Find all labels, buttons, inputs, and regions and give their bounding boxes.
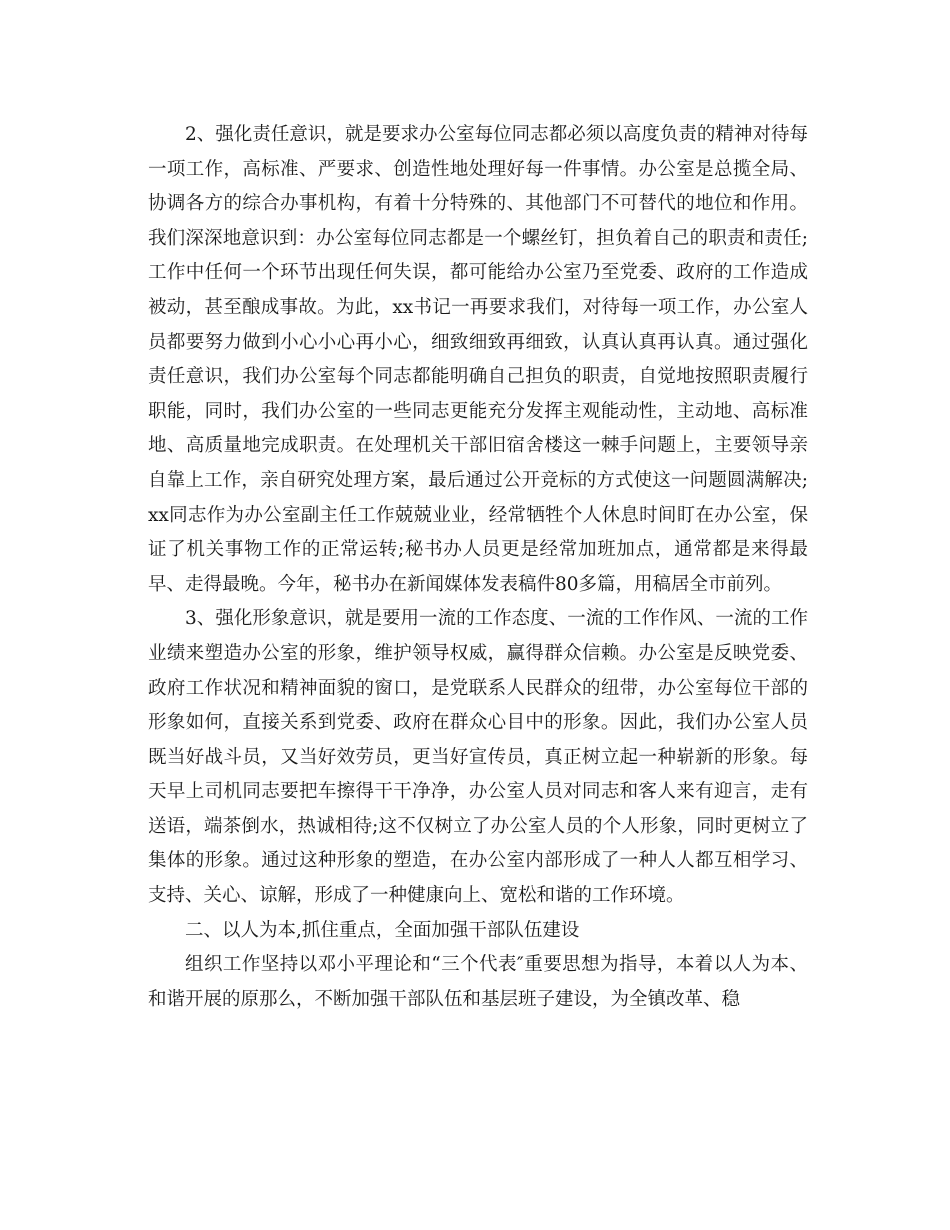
paragraph-image: 3、强化形象意识，就是要用一流的工作态度、一流的工作作风、一流的工作业绩来塑造办公室的形象，维护领导权威，赢得群众信赖。办公室是反映党委、政府工作状况和精神面貌的窗口，是党联系人民群众的纽带，办公室每位干部的形象如何，直接关系到党委、政府在群众心目中的形象。因此，我们办公室人员既当好战斗员，又当好效劳员，更当好宣传员，真正树立起一种崭新的形象。每天早上司机同志要把车擦得干干净净，办公室人员对同志和客人来有迎言，走有送语，端茶倒水，热诚相待;这不仅树立了办公室人员的个人形象，同时更树立了集体的形象。通过这种形象的塑造，在办公室内部形成了一种人人都互相学习、支持、关心、谅解，形成了一种健康向上、宽松和谐的工作环境。 — [148, 608, 808, 907]
document-body — [148, 118, 808, 1017]
paragraph-responsibility: 2、强化责任意识，就是要求办公室每位同志都必须以高度负责的精神对待每一项工作，高标准、严要求、创造性地处理好每一件事情。办公室是总揽全局、协调各方的综合办事机构，有着十分特殊的、其他部门不可替代的地位和作用。我们深深地意识到：办公室每位同志都是一个螺丝钉，担负着自己的职责和责任;工作中任何一个环节出现任何失误，都可能给办公室乃至党委、政府的工作造成被动，甚至酿成事故。为此，xx书记一再要求我们，对待每一项工作，办公室人员都要努力做到小心小心再小心，细致细致再细致，认真认真再认真。通过强化责任意识，我们办公室每个同志都能明确自己担负的职责，自觉地按照职责履行职能，同时，我们办公室的一些同志更能充分发挥主观能动性，主动地、高标准地、高质量地完成职责。在处理机关干部旧宿舍楼这一棘手问题上，主要领导亲自靠上工作，亲自研究处理方案，最后通过公开竞标的方式使这一问题圆满解决;xx同志作为办公室副主任工作兢兢业业，经常牺牲个人休息时间盯在办公室，保证了机关事物工作的正常运转;秘书办人员更是经常加班加点，通常都是来得最早、走得最晚。今年，秘书办在新闻媒体发表稿件80多篇，用稿居全市前列。 — [148, 124, 808, 595]
section-heading: 二、以人为本,抓住重点，全面加强干部队伍建设 — [185, 919, 580, 941]
paragraph-organization: 组织工作坚持以邓小平理论和“三个代表″重要思想为指导，本着以人为本、和谐开展的原那么，不断加强干部队伍和基层班子建设，为全镇改革、稳 — [148, 954, 808, 1010]
